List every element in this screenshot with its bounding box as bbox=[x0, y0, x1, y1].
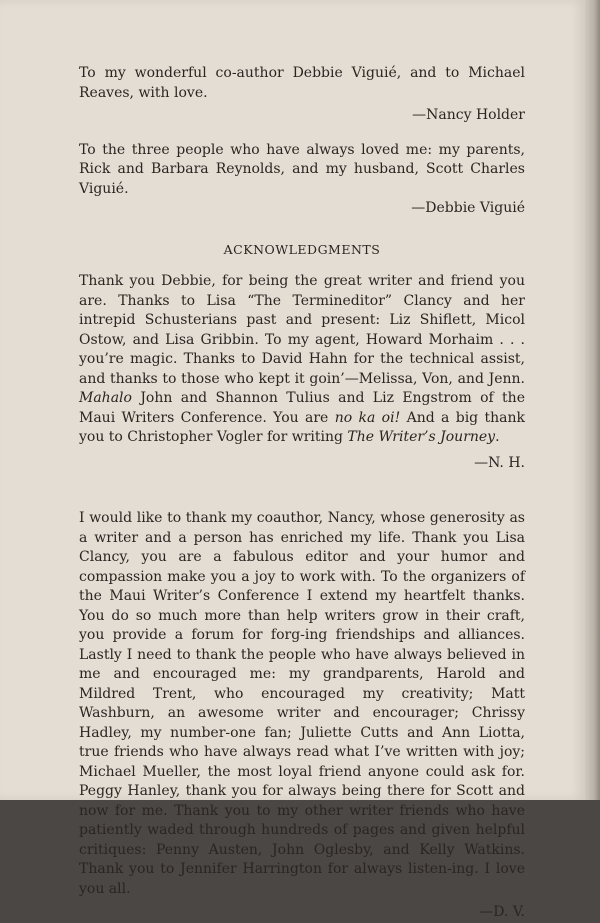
page-edge bbox=[585, 0, 600, 800]
acknowledgments-paragraph-nh bbox=[79, 272, 525, 448]
signature-nh: —N. H. bbox=[474, 454, 525, 471]
ack-text-b: John and Shannon Tulius and Liz Engstrom of the Maui Writers Conference. You are bbox=[79, 390, 525, 426]
signature-dv: —D. V. bbox=[479, 904, 525, 920]
ack-no-ka-oi: no ka oi! bbox=[334, 409, 401, 426]
ack-text-a: Thank you Debbie, for being the great writer and friend you are. Thanks to Lisa “The Termineditor” Clancy and her intrepid Schusterians past and present: Liz Shiflett, Micol Ostow, and Lisa Gribbin. To my agent, Howard Morhaim . . . you’re magic. Thanks to David Hahn for the technical assist, and thanks to those who kept it goin’—Melissa, Von, and Jenn. bbox=[79, 273, 525, 387]
signature-nancy-holder: —Nancy Holder bbox=[412, 107, 525, 123]
acknowledgments-heading: ACKNOWLEDGMENTS bbox=[223, 241, 381, 257]
dedication-nancy: To my wonderful co-author Debbie Viguié, and to Michael Reaves, with love. bbox=[79, 65, 525, 101]
dedication-debbie: To the three people who have always loved me: my parents, Rick and Barbara Reynolds, and my husband, Scott Charles Viguié. bbox=[79, 141, 525, 197]
ack-text-c: And a big thank you to Christopher Vogler for writing bbox=[79, 409, 525, 445]
acknowledgments-paragraph-dv: I would like to thank my coauthor, Nancy, whose generosity as a writer and a person has enriched my life. Thank you Lisa Clancy, you are a fabulous editor and your humor and compassion make you a joy to work with. To the organizers of the Maui Writer’s Conference I extend my heartfelt thanks. You do so much more than help writers grow in their craft, you provide a forum for forg-ing friendships and alliances. Lastly I need to thank the people who have always believed in me and encouraged me: my grandparents, Harold and Mildred Trent, who encouraged my creativity; Matt Washburn, an awesome writer and encourager; Chrissy Hadley, my number-one fan; Juliette Cutts and Ann Liotta, true friends who have always read what I’ve written with joy; Michael Mueller, the most loyal friend anyone could ask for. Peggy Hanley, thank you for always being there for Scott and now for me. Thank you to my other writer friends who have patiently waded through hundreds of pages and given helpful critiques: Penny Austen, John Oglesby, and Kelly Watkins. Thank you to Jennifer Harrington for always listen-ing. I love you all. bbox=[79, 510, 525, 897]
signature-debbie-viguie: —Debbie Viguié bbox=[411, 200, 525, 216]
ack-text-d: . bbox=[495, 429, 500, 445]
ack-mahalo: Mahalo bbox=[79, 390, 132, 406]
ack-book-title: The Writer’s Journey bbox=[347, 429, 496, 445]
page-content bbox=[79, 64, 525, 923]
